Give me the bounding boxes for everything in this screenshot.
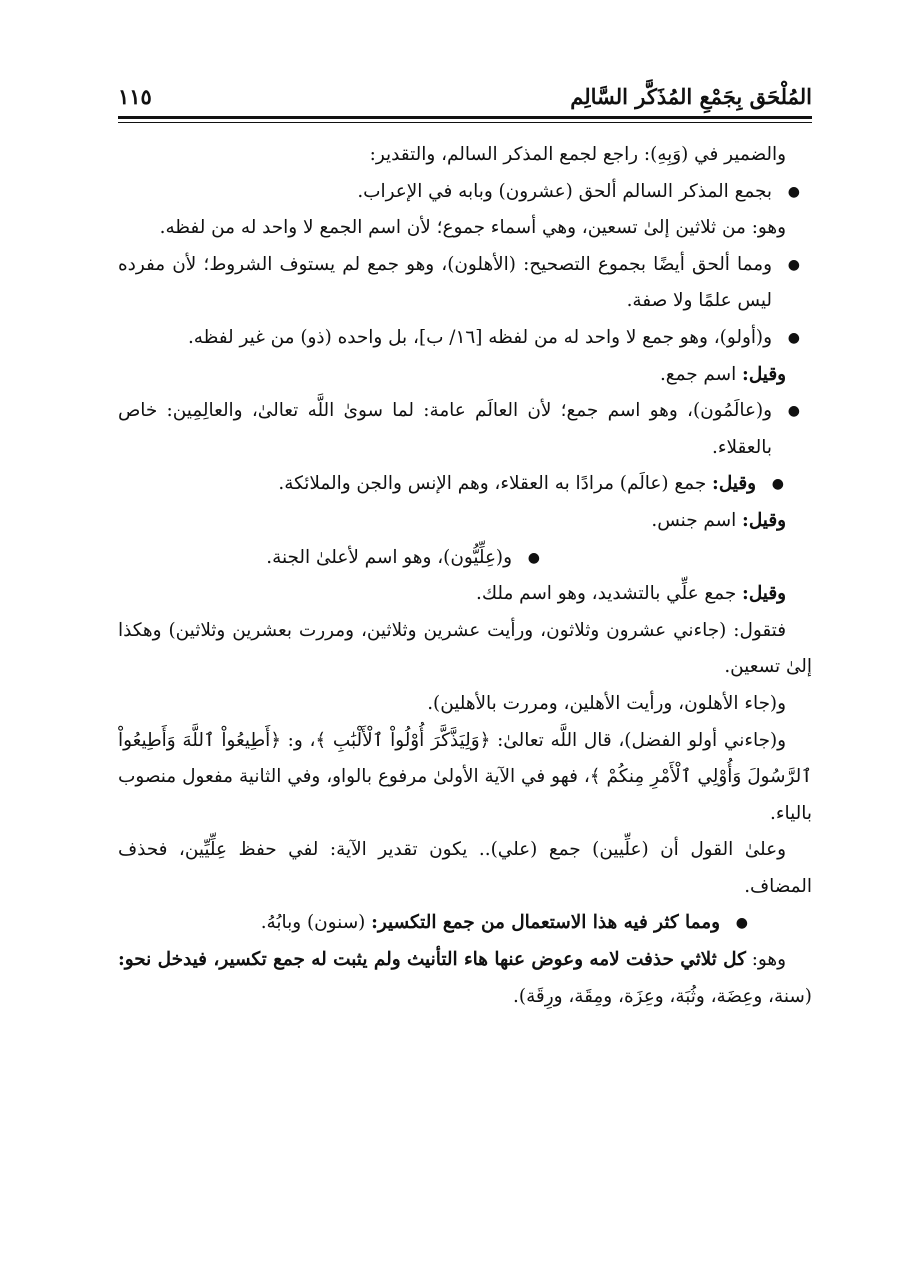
header-rule-thick	[118, 116, 812, 119]
paragraph-lead: وقيل:	[742, 363, 786, 385]
paragraph-lead: وقيل:	[712, 473, 756, 495]
paragraph-text: (سنة، وعِضَة، وثُبَة، وعِزَة، ومِقَة، ورِقَة).	[513, 985, 812, 1007]
bullet-icon: ●	[787, 183, 800, 200]
running-title: المُلْحَق بِجَمْعِ المُذَكَّر السَّالِم	[570, 84, 812, 109]
paragraph-text: وعلىٰ القول أن (علِّيين) جمع (علي).. يكون تقدير الآية: لفي حفظ عِلِّيِّين، فحذف المضاف.	[118, 839, 812, 897]
paragraph-text: بجمع المذكر السالم ألحق (عشرون) وبابه في الإعراب.	[357, 180, 772, 202]
paragraph	[118, 832, 812, 905]
paragraph-lead: ومما كثر فيه هذا الاستعمال من جمع التكسير:	[371, 912, 720, 934]
running-header	[118, 78, 812, 112]
bullet-icon: ●	[771, 476, 784, 493]
paragraph-lead: وقيل:	[742, 509, 786, 531]
paragraph-text: (سنون) وبابُهُ.	[260, 912, 372, 934]
bullet-item	[118, 905, 812, 942]
paragraph	[118, 686, 812, 723]
paragraph-text: والضمير في (وَبِهِ): راجع لجمع المذكر السالم، والتقدير:	[369, 144, 786, 165]
bullet-icon: ●	[735, 915, 748, 932]
paragraph-text: و(عِلِّيُّون)، وهو اسم لأعلىٰ الجنة.	[266, 546, 512, 568]
paragraph-text: و(عالَمُون)، وهو اسم جمع؛ لأن العالَم عامة: لما سوىٰ اللَّه تعالىٰ، والعالِمِين: خاص بالعقلاء.	[118, 400, 772, 458]
paragraph-text: و(جاء الأهلون، ورأيت الأهلين، ومررت بالأهلين).	[427, 692, 786, 714]
paragraph-text: جمع (عالَم) مرادًا به العقلاء، وهم الإنس والجن والملائكة.	[278, 473, 713, 495]
paragraph-text: جمع علِّي بالتشديد، وهو اسم ملك.	[476, 583, 743, 605]
page-number: ١١٥	[118, 84, 152, 109]
paragraph-bold-text: كل ثلاثي حذفت لامه وعوض عنها هاء التأنيث ولم يثبت له جمع تكسير، فيدخل نحو:	[118, 949, 746, 971]
bullet-item	[118, 466, 812, 503]
paragraph	[118, 357, 812, 394]
paragraph-text: اسم جمع.	[659, 363, 743, 385]
paragraph	[118, 613, 812, 686]
paragraph-text: ومما ألحق أيضًا بجموع التصحيح: (الأهلون)، وهو جمع لم يستوف الشروط؛ لأن مفرده ليس علمًا ولا صفة.	[118, 253, 772, 312]
bullet-item	[118, 320, 812, 357]
bullet-item	[118, 393, 812, 466]
bullet-icon: ●	[787, 256, 800, 273]
paragraph-text: اسم جنس.	[651, 509, 743, 531]
paragraph-text: وهو: من ثلاثين إلىٰ تسعين، وهي أسماء جموع؛ لأن اسم الجمع لا واحد له من لفظه.	[159, 217, 786, 239]
paragraph-lead: وهو:	[745, 949, 787, 971]
header-rule-thin	[118, 122, 812, 123]
bullet-icon: ●	[787, 329, 800, 346]
bullet-icon: ●	[787, 403, 800, 420]
page-body	[118, 137, 812, 1015]
paragraph-text: و(أولو)، وهو جمع لا واحد له من لفظه [١٦/ ب]، بل واحده (ذو) من غير لفظه.	[187, 326, 772, 348]
paragraph	[118, 723, 812, 833]
paragraph	[118, 942, 812, 1015]
page	[118, 78, 812, 1015]
paragraph	[118, 210, 812, 247]
paragraph	[118, 137, 812, 174]
paragraph-text: و(جاءني أولو الفضل)، قال اللَّه تعالىٰ: ﴿وَلِيَذَّكَّرَ أُوْلُواْ ٱلْأَلْبَٰبِ ﴾، و: ﴿أَطِيعُواْ ٱللَّهَ وَأَطِيعُواْ ٱلرَّسُولَ وَأُوْلِي ٱلْأَمْرِ مِنكُمْ ﴾، فهو في الآية الأولىٰ مرفوع بالواو، وفي الثانية مفعول منصوب بالياء.	[118, 729, 812, 824]
paragraph-text: فتقول: (جاءني عشرون وثلاثون، ورأيت عشرين وثلاثين، ومررت بعشرين وثلاثين) وهكذا إلىٰ تسعين.	[118, 619, 812, 678]
bullet-icon: ●	[527, 549, 540, 566]
paragraph-lead: وقيل:	[742, 583, 786, 605]
bullet-item	[118, 247, 812, 320]
bullet-item	[118, 174, 812, 211]
paragraph	[118, 503, 812, 540]
bullet-item	[118, 540, 812, 577]
paragraph	[118, 576, 812, 613]
